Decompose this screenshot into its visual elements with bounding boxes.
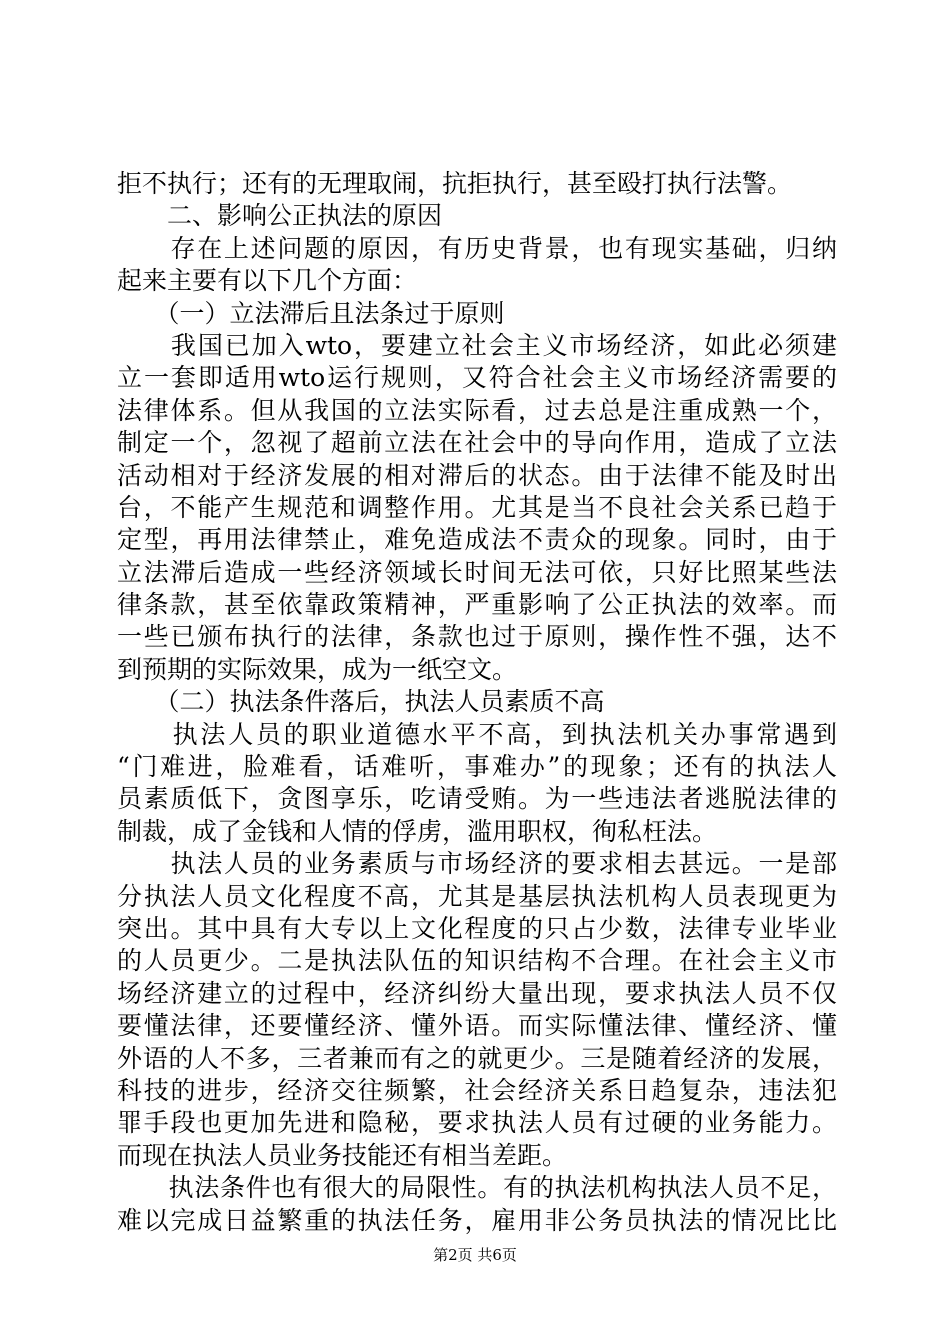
text-line: 制定一个，忽视了超前立法在社会中的导向作用，造成了立法 (117, 428, 837, 458)
text-line: 律条款，甚至依靠政策精神，严重影响了公正执法的效率。而 (117, 590, 837, 620)
text-line: “门难进，脸难看，话难听，事难办”的现象；还有的执法人 (117, 752, 837, 782)
text-line: 员素质低下，贪图享乐，吃请受贿。为一些违法者逃脱法律的 (117, 784, 837, 814)
text-line: 执法人员的业务素质与市场经济的要求相去甚远。一是部 (117, 849, 837, 879)
text-line: 科技的进步，经济交往频繁，社会经济关系日趋复杂，违法犯 (117, 1075, 837, 1105)
page-number-label: 第2页 共6页 (433, 1246, 517, 1264)
text-line: 场经济建立的过程中，经济纠纷大量出现，要求执法人员不仅 (117, 978, 837, 1008)
text-line: 执法人员的职业道德水平不高，到执法机关办事常遇到 (117, 719, 837, 749)
text-line: 难以完成日益繁重的执法任务，雇用非公务员执法的情况比比 (117, 1205, 837, 1235)
subsection-heading: （二）执法条件落后，执法人员素质不高 (117, 687, 605, 717)
page-footer (0, 1245, 950, 1265)
text-line: 而现在执法人员业务技能还有相当差距。 (117, 1140, 568, 1170)
document-body (117, 168, 837, 1237)
text-line: 存在上述问题的原因，有历史背景，也有现实基础，归纳 (117, 233, 837, 263)
subsection-heading: （一）立法滞后且法条过于原则 (117, 298, 505, 328)
text-line: 立法滞后造成一些经济领域长时间无法可依，只好比照某些法 (117, 557, 837, 587)
text-line: 外语的人不多，三者兼而有之的就更少。三是随着经济的发展， (117, 1043, 837, 1073)
text-line: 我国已加入wto，要建立社会主义市场经济，如此必须建 (117, 330, 837, 360)
text-line: 法律体系。但从我国的立法实际看，过去总是注重成熟一个， (117, 395, 837, 425)
text-line: 到预期的实际效果，成为一纸空文。 (117, 654, 518, 684)
text-line: 台，不能产生规范和调整作用。尤其是当不良社会关系已趋于 (117, 492, 837, 522)
text-line: 制裁，成了金钱和人情的俘虏，滥用职权，徇私枉法。 (117, 816, 718, 846)
text-line: 拒不执行；还有的无理取闹，抗拒执行，甚至殴打执行法警。 (117, 169, 793, 198)
text-line: 的人员更少。二是执法队伍的知识结构不合理。在社会主义市 (117, 946, 837, 976)
text-line: 执法条件也有很大的局限性。有的执法机构执法人员不足， (117, 1173, 837, 1203)
text-line: 分执法人员文化程度不高，尤其是基层执法机构人员表现更为 (117, 881, 837, 911)
text-line: 起来主要有以下几个方面： (117, 266, 418, 296)
text-line: 要懂法律，还要懂经济、懂外语。而实际懂法律、懂经济、懂 (117, 1011, 837, 1041)
text-line: 定型，再用法律禁止，难免造成法不责众的现象。同时，由于 (117, 525, 837, 555)
text-line: 活动相对于经济发展的相对滞后的状态。由于法律不能及时出 (117, 460, 837, 490)
section-heading: 二、影响公正执法的原因 (117, 201, 443, 231)
text-line: 一些已颁布执行的法律，条款也过于原则，操作性不强，达不 (117, 622, 837, 652)
text-line: 突出。其中具有大专以上文化程度的只占少数，法律专业毕业 (117, 913, 837, 943)
text-line: 罪手段也更加先进和隐秘，要求执法人员有过硬的业务能力。 (117, 1108, 837, 1138)
text-line: 立一套即适用wto运行规则，又符合社会主义市场经济需要的 (117, 363, 837, 393)
